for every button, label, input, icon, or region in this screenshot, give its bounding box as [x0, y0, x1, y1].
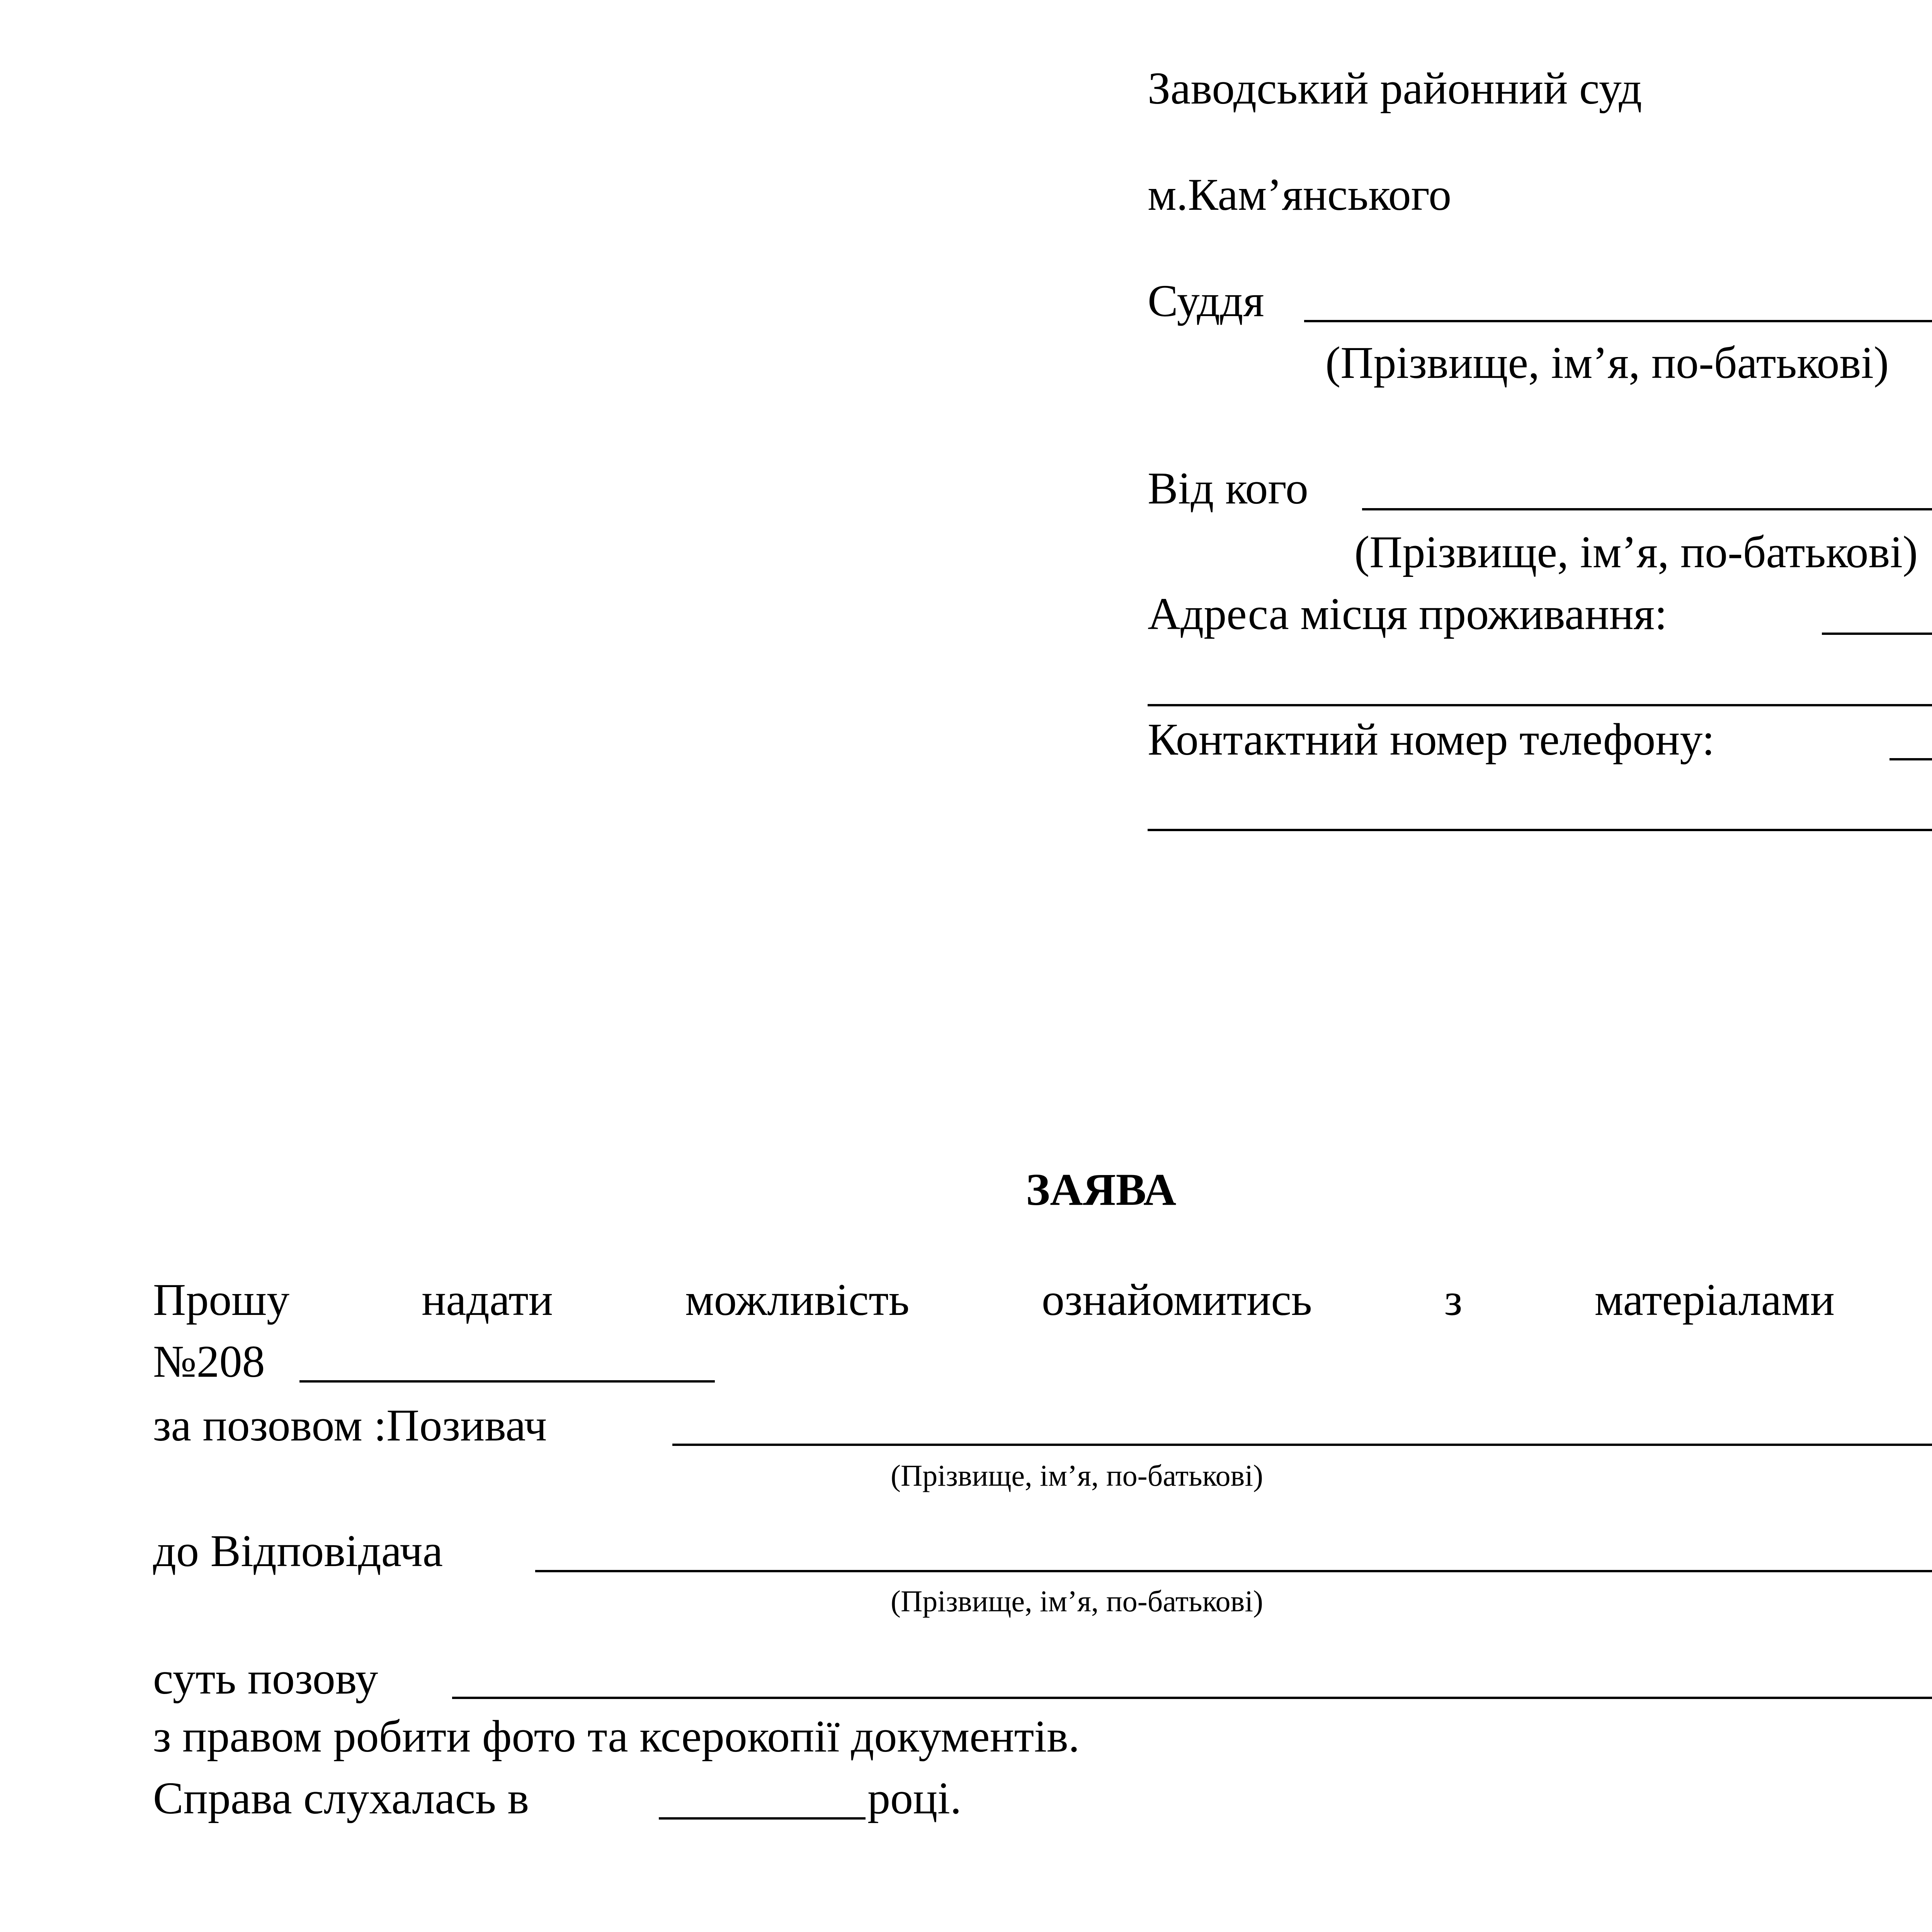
phone-line-1[interactable]	[1889, 758, 1932, 760]
defendant-line[interactable]	[535, 1570, 1932, 1572]
case-number-line[interactable]	[299, 1380, 715, 1383]
plaintiff-line[interactable]	[672, 1444, 1932, 1446]
court-name: Заводський районний суд	[1148, 63, 1642, 114]
from-label: Від кого	[1148, 463, 1308, 514]
request-word: ознайомитись	[1041, 1274, 1312, 1325]
plaintiff-label: за позовом :Позивач	[153, 1400, 547, 1451]
plaintiff-hint: (Прізвище, ім’я, по-батькові)	[891, 1459, 1263, 1492]
from-name-hint: (Прізвище, ім’я, по-батькові)	[1354, 527, 1918, 577]
judge-name-line[interactable]	[1304, 320, 1932, 322]
document-title: ЗАЯВА	[1026, 1164, 1177, 1215]
heard-suffix: році.	[867, 1773, 962, 1823]
request-word: можливість	[685, 1274, 910, 1325]
request-line	[153, 1274, 1932, 1325]
judge-name-hint: (Прізвище, ім’я, по-батькові)	[1325, 337, 1889, 388]
address-label: Адреса місця проживання:	[1148, 588, 1667, 639]
judge-label: Суддя	[1148, 276, 1264, 326]
request-word: Прошу	[153, 1274, 290, 1325]
essence-label: суть позову	[153, 1653, 378, 1704]
court-city: м.Кам’янського	[1148, 169, 1452, 220]
heard-prefix: Справа слухалась в	[153, 1773, 529, 1823]
rights-text: з правом робити фото та ксерокопії документів.	[153, 1711, 1080, 1762]
request-word: надати	[422, 1274, 553, 1325]
heard-year-line[interactable]	[659, 1817, 866, 1820]
phone-line-2[interactable]	[1148, 829, 1932, 831]
phone-label: Контактний номер телефону:	[1148, 714, 1715, 765]
address-line-1[interactable]	[1822, 633, 1932, 635]
defendant-label: до Відповідача	[153, 1526, 443, 1576]
request-word: з	[1444, 1274, 1463, 1325]
essence-line[interactable]	[452, 1697, 1932, 1699]
address-line-2[interactable]	[1148, 704, 1932, 706]
request-word: матеріалами	[1594, 1274, 1835, 1325]
from-name-line[interactable]	[1362, 508, 1932, 510]
defendant-hint: (Прізвище, ім’я, по-батькові)	[891, 1584, 1263, 1618]
case-number: №208	[153, 1336, 265, 1387]
